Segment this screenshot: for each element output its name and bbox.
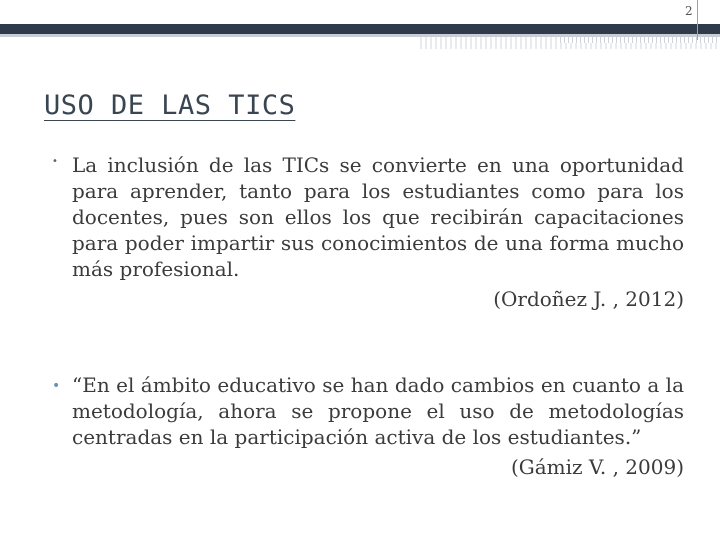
citation: (Ordoñez J. , 2012) bbox=[493, 287, 684, 311]
bullet-marker-icon: • bbox=[52, 378, 61, 394]
bullet-text: “En el ámbito educativo se han dado cambios en cuanto a la metodología, ahora se propone el uso de metodologías centradas en la participación activa de los estudiantes.” bbox=[72, 373, 684, 449]
header-band bbox=[0, 24, 720, 34]
citation: (Gámiz V. , 2009) bbox=[510, 455, 684, 479]
bullet-text: La inclusión de las TICs se convierte en una oportunidad para aprender, tanto para los estudiantes como para los docentes, pues son ellos los que recibirán capacitaciones para poder impartir sus conocimientos de una forma mucho más profesional. bbox=[72, 153, 684, 281]
page-number-divider bbox=[697, 0, 698, 40]
header-texture-fine bbox=[560, 37, 720, 43]
bullet-item bbox=[52, 152, 684, 312]
slide-title: USO DE LAS TICS bbox=[44, 90, 296, 121]
bullet-marker-icon: • bbox=[52, 156, 58, 167]
bullet-item bbox=[52, 372, 684, 480]
page-number: 2 bbox=[685, 4, 693, 18]
